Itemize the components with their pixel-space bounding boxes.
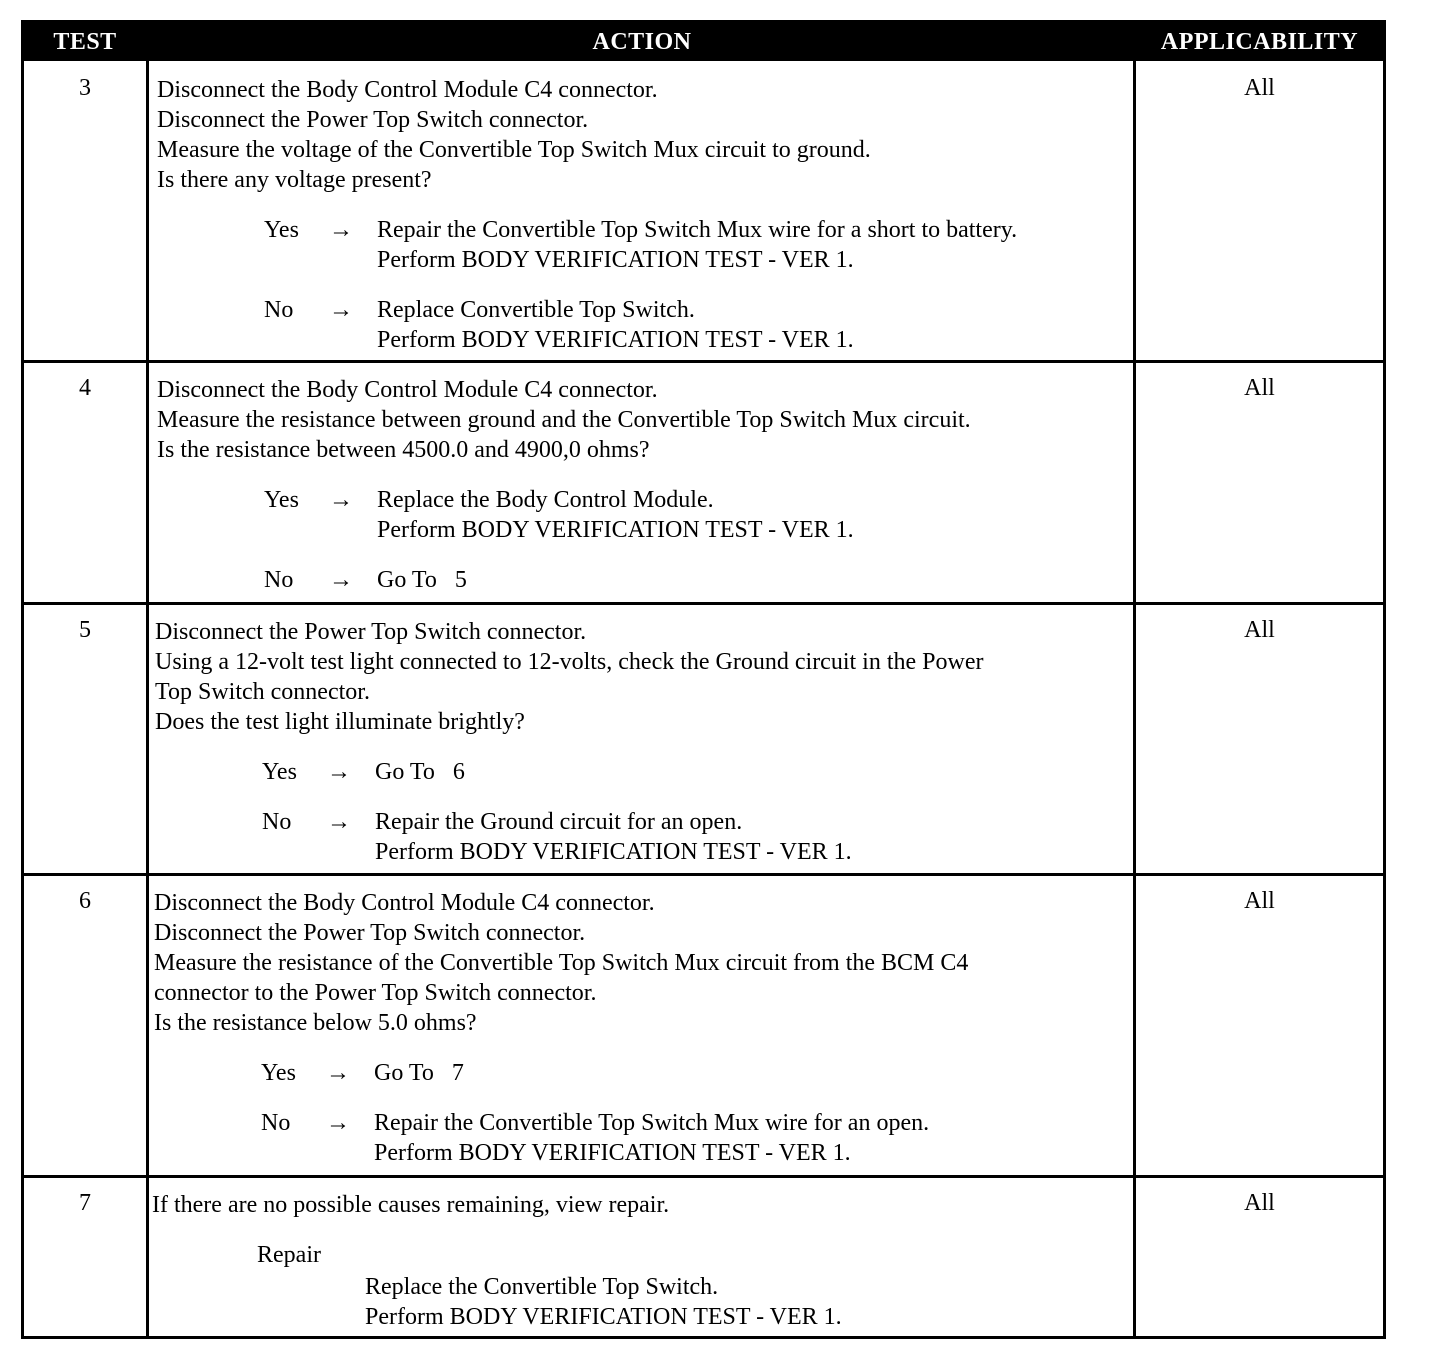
step-text: connector to the Power Top Switch connector. xyxy=(154,980,597,1006)
no-label: No xyxy=(264,567,294,593)
no-branch xyxy=(155,807,1130,867)
step-text: Is the resistance below 5.0 ohms? xyxy=(154,1010,477,1036)
action-cell xyxy=(157,75,1132,355)
no-result: Perform BODY VERIFICATION TEST - VER 1. xyxy=(374,1140,851,1166)
no-result: Go To 5 xyxy=(377,567,467,593)
no-branch xyxy=(157,565,1132,595)
step-text: Disconnect the Power Top Switch connector. xyxy=(155,619,587,645)
test-number: 5 xyxy=(79,617,91,643)
yes-branch xyxy=(154,1058,1129,1088)
yes-branch xyxy=(155,757,1130,787)
row-divider xyxy=(24,1175,1383,1178)
arrow-icon: → xyxy=(329,487,353,513)
yes-label: Yes xyxy=(262,759,297,785)
yes-result: Perform BODY VERIFICATION TEST - VER 1. xyxy=(377,247,854,273)
yes-label: Yes xyxy=(261,1060,296,1086)
row-divider xyxy=(24,873,1383,876)
yes-branch xyxy=(157,485,1132,545)
no-result: Replace Convertible Top Switch. xyxy=(377,297,695,323)
yes-label: Yes xyxy=(264,487,299,513)
repair-line: Replace the Convertible Top Switch. xyxy=(365,1274,719,1300)
no-label: No xyxy=(262,809,292,835)
arrow-icon: → xyxy=(329,297,353,323)
no-branch xyxy=(154,1108,1129,1168)
no-result: Perform BODY VERIFICATION TEST - VER 1. xyxy=(377,327,854,353)
header-test: TEST xyxy=(53,29,117,55)
step-text: Is the resistance between 4500.0 and 4900,0 ohms? xyxy=(157,437,650,463)
column-divider xyxy=(1133,61,1136,1336)
yes-result: Replace the Body Control Module. xyxy=(377,487,714,513)
test-number: 3 xyxy=(79,75,91,101)
step-text: If there are no possible causes remaining, view repair. xyxy=(152,1192,670,1218)
applicability-cell: All xyxy=(1244,1190,1275,1216)
row-divider xyxy=(24,360,1383,363)
step-text: Disconnect the Body Control Module C4 connector. xyxy=(157,77,658,103)
step-text: Measure the resistance between ground and the Convertible Top Switch Mux circuit. xyxy=(157,407,971,433)
column-divider xyxy=(146,61,149,1336)
no-label: No xyxy=(261,1110,291,1136)
step-text: Disconnect the Power Top Switch connector. xyxy=(154,920,586,946)
applicability-cell: All xyxy=(1244,617,1275,643)
step-text: Disconnect the Power Top Switch connector. xyxy=(157,107,589,133)
applicability-cell: All xyxy=(1244,888,1275,914)
arrow-icon: → xyxy=(326,1110,350,1136)
step-text: Measure the resistance of the Convertible Top Switch Mux circuit from the BCM C4 xyxy=(154,950,969,976)
no-result: Perform BODY VERIFICATION TEST - VER 1. xyxy=(375,839,852,865)
action-cell xyxy=(154,888,1129,1168)
test-number: 7 xyxy=(79,1190,91,1216)
no-label: No xyxy=(264,297,294,323)
action-cell xyxy=(157,375,1132,595)
repair-label: Repair xyxy=(257,1242,321,1268)
step-text: Measure the voltage of the Convertible Top Switch Mux circuit to ground. xyxy=(157,137,871,163)
applicability-cell: All xyxy=(1244,75,1275,101)
test-number: 4 xyxy=(79,375,91,401)
yes-result: Perform BODY VERIFICATION TEST - VER 1. xyxy=(377,517,854,543)
action-cell xyxy=(155,617,1130,867)
step-text: Top Switch connector. xyxy=(155,679,370,705)
yes-branch xyxy=(157,215,1132,275)
arrow-icon: → xyxy=(329,217,353,243)
arrow-icon: → xyxy=(327,809,351,835)
step-text: Disconnect the Body Control Module C4 connector. xyxy=(157,377,658,403)
no-branch xyxy=(157,295,1132,355)
arrow-icon: → xyxy=(326,1060,350,1086)
step-text: Disconnect the Body Control Module C4 connector. xyxy=(154,890,655,916)
yes-result: Go To 7 xyxy=(374,1060,464,1086)
repair-instructions xyxy=(365,1272,1127,1332)
diagnostic-test-table xyxy=(21,20,1386,1339)
step-text: Is there any voltage present? xyxy=(157,167,432,193)
header-applicability: APPLICABILITY xyxy=(1160,29,1359,55)
action-cell xyxy=(152,1190,1127,1332)
step-text: Using a 12-volt test light connected to 12-volts, check the Ground circuit in the Power xyxy=(155,649,984,675)
yes-result: Repair the Convertible Top Switch Mux wire for a short to battery. xyxy=(377,217,1018,243)
yes-label: Yes xyxy=(264,217,299,243)
test-number: 6 xyxy=(79,888,91,914)
header-action: ACTION xyxy=(592,29,692,55)
yes-result: Go To 6 xyxy=(375,759,465,785)
arrow-icon: → xyxy=(329,567,353,593)
no-result: Repair the Ground circuit for an open. xyxy=(375,809,743,835)
row-divider xyxy=(24,602,1383,605)
no-result: Repair the Convertible Top Switch Mux wire for an open. xyxy=(374,1110,930,1136)
table-header xyxy=(24,23,1383,61)
step-text: Does the test light illuminate brightly? xyxy=(155,709,525,735)
arrow-icon: → xyxy=(327,759,351,785)
repair-line: Perform BODY VERIFICATION TEST - VER 1. xyxy=(365,1304,842,1330)
applicability-cell: All xyxy=(1244,375,1275,401)
